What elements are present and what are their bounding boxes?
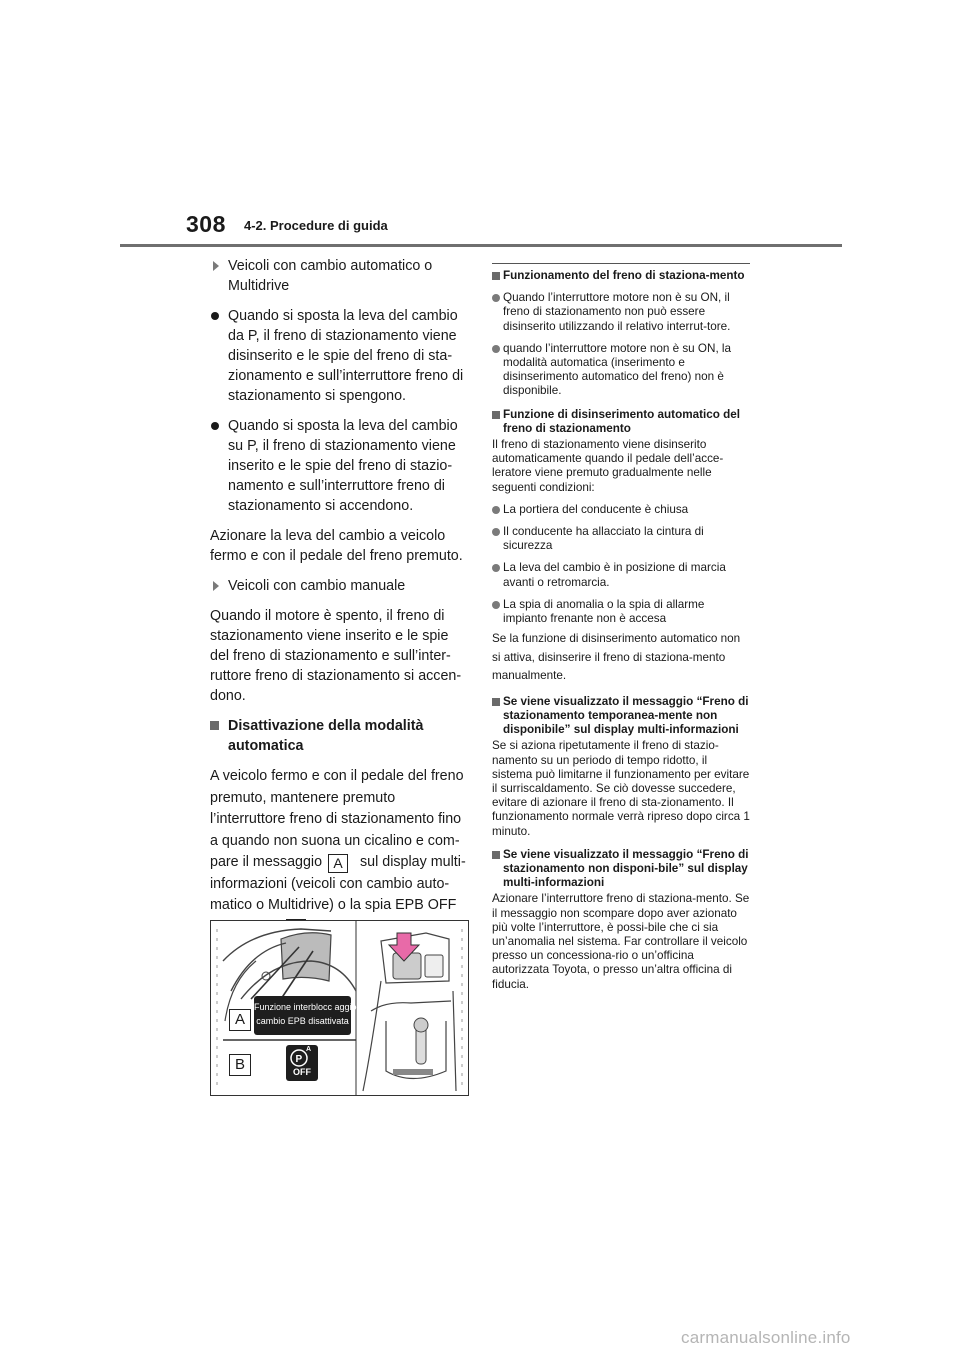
bullet-icon	[492, 506, 500, 514]
square-bullet-icon	[492, 411, 500, 419]
list-item: Quando si sposta la leva del cambio da P, il freno di stazionamento viene disinserito e le spie del freno di sta-zionamento e sull’interruttore freno di stazionamento si spengono.	[210, 306, 466, 406]
label-a-box: A	[328, 854, 348, 873]
epb-a-glyph: A	[306, 1046, 312, 1053]
square-bullet-icon	[492, 698, 500, 706]
list-item: La portiera del conducente è chiusa	[492, 503, 750, 517]
arrow-icon	[213, 261, 219, 271]
list-item: quando l’interruttore motore non è su ON, la modalità automatica (inserimento e disinserimento automatico del freno) non è disponibile.	[492, 342, 750, 399]
paragraph: Il freno di stazionamento viene disinserito automaticamente quando il pedale dell’acce-leratore viene premuto gradualmente nelle seguenti condizioni:	[492, 438, 724, 494]
list-item: Quando l’interruttore motore non è su ON, il freno di stazionamento non può essere disinserito utilizzando il relativo interrut-tore.	[492, 291, 750, 334]
left-column	[210, 256, 466, 960]
list-item: Quando si sposta la leva del cambio su P, il freno di stazionamento viene inserito e le spie del freno di stazio-namento e sull’interruttore freno di stazionamento si accendono.	[210, 416, 466, 516]
heading-parking-brake-operation: Funzionamento del freno di staziona-mento	[492, 269, 750, 283]
list-item: La spia di anomalia o la spia di allarme impianto frenante non è accesa	[492, 598, 750, 626]
svg-text:P: P	[295, 1054, 303, 1065]
bullet-icon	[492, 294, 500, 302]
epb-off-text: OFF	[293, 1067, 311, 1077]
arrow-icon	[213, 581, 219, 591]
paragraph: Se si aziona ripetutamente il freno di stazio-namento su un periodo di tempo ridotto, il sistema può limitarne il funzionamento per evitare il surriscaldamento. Se ciò dovesse succedere, evitare di azionare il freno di sta-zionamento. Il funzionamento normale verrà ripreso dopo circa 1 minuto.	[492, 739, 750, 838]
bullet-icon	[492, 528, 500, 536]
watermark: carmanualsonline.info	[681, 1328, 851, 1347]
bullet-icon	[492, 345, 500, 353]
heading-unavailable: Se viene visualizzato il messaggio “Freno di stazionamento non disponi-bile” sul display multi-informazioni	[492, 848, 750, 891]
heading-disable-auto: Disattivazione della modalità automatica	[210, 716, 466, 756]
square-bullet-icon	[492, 851, 500, 859]
square-bullet-icon	[492, 272, 500, 280]
heading-temporarily-unavailable: Se viene visualizzato il messaggio “Freno di stazionamento temporanea-mente non disponibile” sul display multi-informazioni	[492, 695, 750, 738]
page-number: 308	[186, 211, 226, 237]
bullet-icon	[211, 422, 219, 430]
square-bullet-icon	[210, 721, 219, 730]
section-title: 4-2. Procedure di guida	[244, 218, 388, 233]
list-item: Il conducente ha allacciato la cintura di sicurezza	[492, 525, 750, 553]
paragraph: Quando il motore è spento, il freno di stazionamento viene inserito e le spie del freno di stazionamento e sull’inter-ruttore freno di stazionamento si accen-dono.	[210, 608, 462, 704]
paragraph: Se la funzione di disinserimento automatico non si attiva, disinserire il freno di staziona-mento manualmente.	[492, 632, 741, 683]
subheading-automatic: Veicoli con cambio automatico o Multidrive	[210, 256, 466, 296]
figure-label-a: A	[229, 1009, 251, 1031]
paragraph: Azionare l’interruttore freno di staziona-mento. Se il messaggio non scompare dopo aver azionato più volte l’interruttore, è possi-bile che ci sia un’anomalia nel sistema. Far controllare il veicolo presso un concessiona-rio o un’officina autorizzata Toyota, o presso un’altra officina di fiducia.	[492, 892, 750, 991]
list-item: La leva del cambio è in posizione di marcia avanti o retromarcia.	[492, 561, 750, 589]
subheading-manual: Veicoli con cambio manuale	[210, 576, 466, 596]
parking-brake-figure	[210, 920, 469, 1096]
bullet-icon	[211, 312, 219, 320]
bullet-icon	[492, 564, 500, 572]
right-column	[492, 261, 750, 992]
figure-label-b: B	[229, 1054, 251, 1076]
header-divider	[120, 244, 842, 247]
bullet-icon	[492, 601, 500, 609]
paragraph: Azionare la leva del cambio a veicolo fermo e con il pedale del freno premuto.	[210, 528, 463, 564]
paragraph: A veicolo fermo e con il pedale del freno premuto, mantenere premuto l’interruttore freno di stazionamento fino a quando non suona un cicalino e com-pare il messaggio A sul display multi-informazioni (veicoli con cambio auto-matico o Multidrive) o la spia EPB OFF	[210, 766, 466, 960]
display-message: Funzione interblocc aggio cambio EPB disattivata	[254, 1002, 357, 1026]
heading-auto-release: Funzione di disinserimento automatico del freno di stazionamento	[492, 408, 750, 436]
